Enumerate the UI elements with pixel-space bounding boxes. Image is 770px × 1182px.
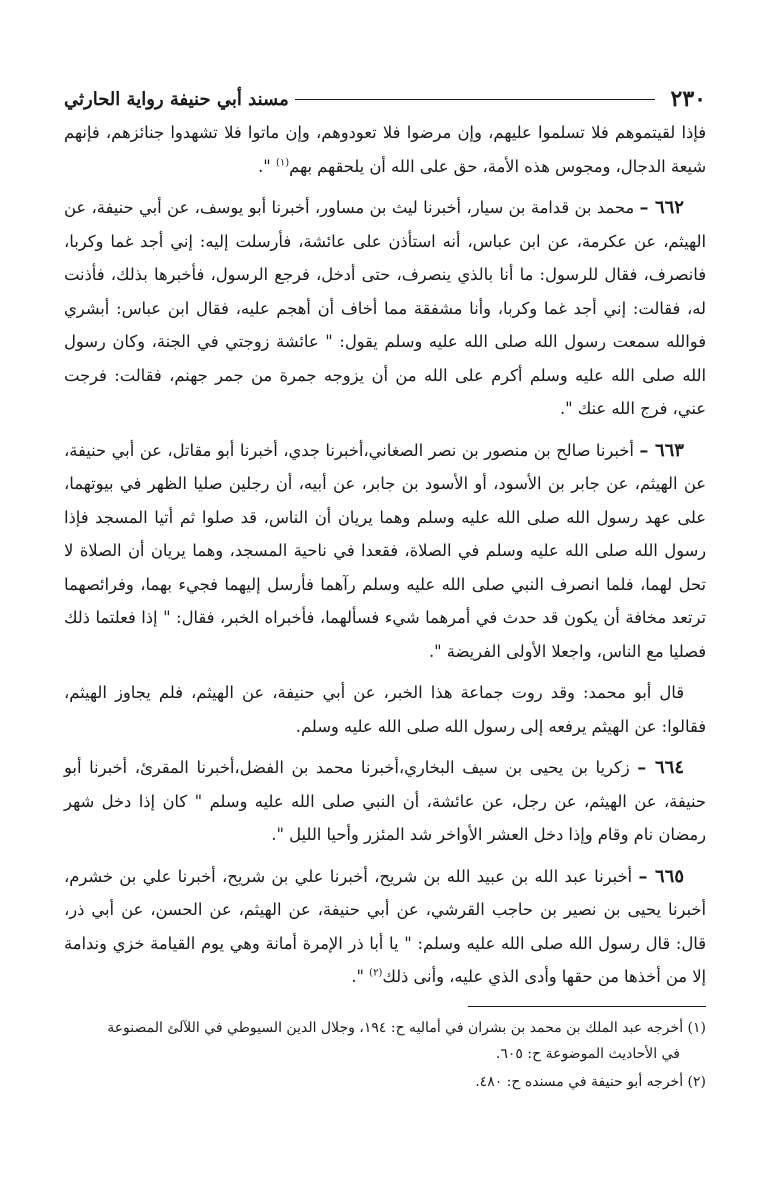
hadith-number: ٦٦٥ – [638,865,684,887]
footnote-1 [64,1015,706,1067]
footnote-text: (١) أخرجه عبد الملك بن محمد بن بشران في أماليه ح: ١٩٤، وجلال الدين السيوطي في اللآلئ المصنوعة [107,1019,706,1036]
paragraph-text: محمد بن قدامة بن سيار، أخبرنا ليث بن مساور، أخبرنا أبو يوسف، عن أبي حنيفة، عن الهيثم، عن عكرمة، عن ابن عباس، أنه استأذن على عائشة، فأرسلت إليه: إني أجد غما وكربا، فانصرف، فقال للرسول: ما أنا بالذي ينصرف، حتى أدخل، فرجع الرسول، فأخبرها بذلك، فأذنت له، فقالت: إني أجد غما وكربا، وأنا مشفقة مما أخاف أن أهجم عليه، فقال ابن عباس: أبشري فوالله سمعت رسول الله صلى الله عليه وسلم يقول: " عائشة زوجتي في الجنة، وكان رسول الله صلى الله عليه وسلم أكرم على الله من أن يزوجه جمرة من جمر جهنم، فقالت: فرجت عني، فرج الله عنك ". [64,198,706,418]
paragraph-text: أخبرنا صالح بن منصور بن نصر الصغاني،أخبرنا جدي، أخبرنا أبو مقاتل، عن أبي حنيفة، عن الهيثم، عن جابر بن الأسود، أو الأسود بن جابر، عن أبيه، أن رجلين صليا الظهر في بيوتهما، على عهد رسول الله صلى الله عليه وسلم وهما يريان أن الناس، قد صلوا ثم أتيا المسجد فإذا رسول الله صلى الله عليه وسلم في الصلاة، فقعدا في ناحية المسجد، وهما يريان أن الصلاة لا تحل لهما، فلما انصرف النبي صلى الله عليه وسلم رآهما فأرسل إليهما فجيء بهما، وفرائصهما ترتعد مخافة أن يكون قد حدث في أمرهما شيء فسألهما، فأخبراه الخبر، فقال: " إذا فعلتما ذلك فصليا مع الناس، واجعلا الأولى الفريضة ". [64,440,706,661]
footnote-ref: (٢) [369,967,383,979]
hadith-664 [64,751,706,852]
hadith-number: ٦٦٤ – [637,757,684,778]
running-title: مسند أبي حنيفة رواية الحارثي [64,88,289,110]
footnote-separator [468,1006,706,1007]
footnote-text: (٢) أخرجه أبو حنيفة في مسنده ح: ٤٨٠. [475,1073,706,1090]
hadith-663 [64,434,706,669]
paragraph-tail: ". [258,156,276,176]
footnote-2 [64,1069,706,1095]
commentary-paragraph [64,676,706,743]
footnote-text-continued: في الأحاديث الموضوعة ح: ٦٠٥. [495,1045,680,1062]
book-page [64,82,706,1097]
hadith-662 [64,191,706,426]
paragraph-tail: ". [351,967,370,986]
page-header [64,82,706,116]
hadith-number: ٦٦٣ – [639,439,684,461]
paragraph-text: زكريا بن يحيى بن سيف البخاري،أخبرنا محمد بن الفضل،أخبرنا المقرئ، أخبرنا أبو حنيفة، عن الهيثم، عن رجل، عن عائشة، أن النبي صلى الله عليه وسلم " كان إذا دخل شهر رمضان نام وقام وإذا دخل العشر الأواخر شد المئزر وأحيا الليل ". [64,758,706,844]
paragraph-continuation [64,116,706,183]
header-rule [295,99,655,100]
paragraph-text: فإذا لقيتموهم فلا تسلموا عليهم، وإن مرضوا فلا تعودوهم، وإن ماتوا فلا تشهدوا جنائزهم، فإنهم شيعة الدجال، ومجوس هذه الأمة، حق على الله أن يلحقهم بهم [64,123,706,176]
main-text [64,116,706,994]
hadith-number: ٦٦٢ – [639,197,684,218]
paragraph-text: قال أبو محمد: وقد روت جماعة هذا الخبر، عن أبي حنيفة، عن الهيثم، فلم يجاوز الهيثم، فقالوا: عن الهيثم يرفعه إلى رسول الله صلى الله عليه وسلم. [64,683,706,736]
footnotes [64,1015,706,1095]
hadith-665 [64,860,706,994]
page-number: ٢٣٠ [670,86,706,112]
footnote-ref: (١) [275,157,290,169]
paragraph-text: أخبرنا عبد الله بن عبيد الله بن شريح، أخبرنا علي بن شريح، أخبرنا علي بن خشرم، أخبرنا يحيى بن نصير بن حاجب القرشي، عن أبي حنيفة، عن الهيثم، عن الحسن، عن أبي ذر، قال: قال رسول الله صلى الله عليه وسلم: " يا أبا ذر الإمرة أمانة وهي يوم القيامة خزي وندامة إلا من أخذها من حقها وأدى الذي عليه، وأنى ذلك [64,866,706,986]
